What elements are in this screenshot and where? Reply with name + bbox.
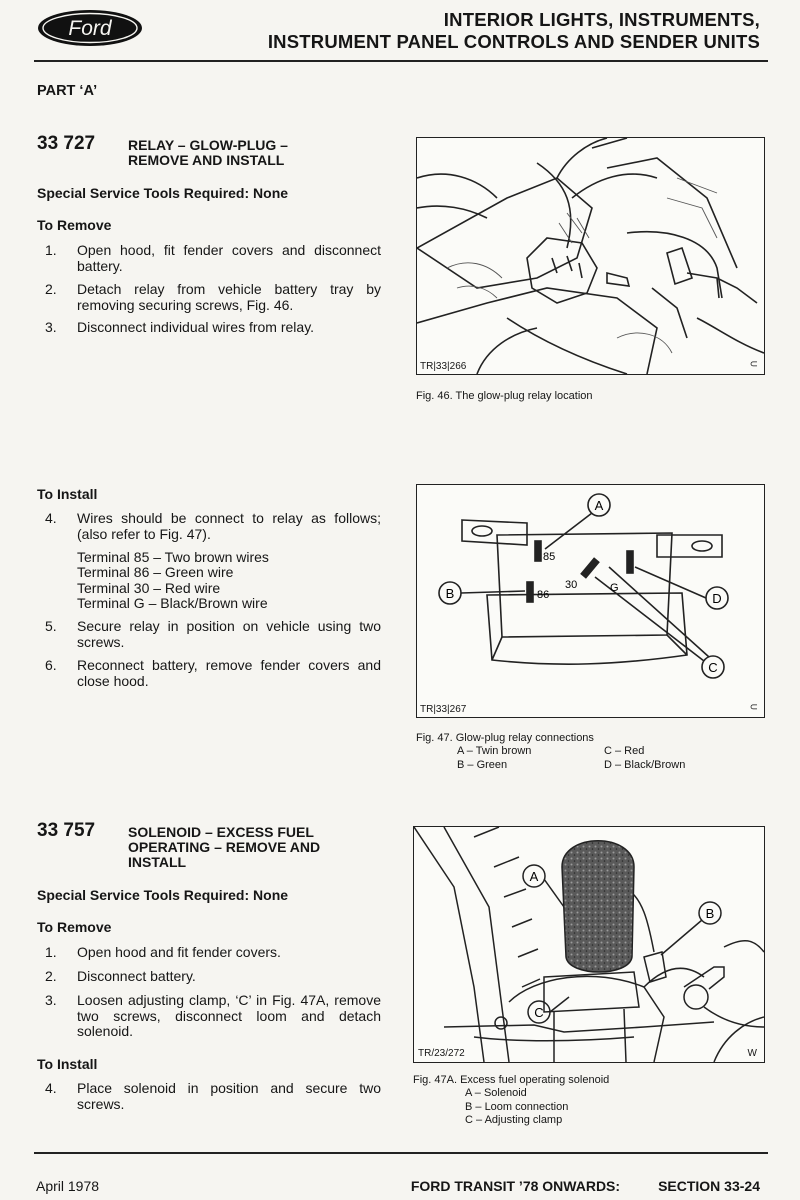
figure-key: C – Red D – Black/Brown [604,745,686,771]
page-header-title: INTERIOR LIGHTS, INSTRUMENTS, INSTRUMENT PANEL CONTROLS AND SENDER UNITS [267,9,760,52]
list-item: 4. Place solenoid in position and secure two screws. [45,1080,381,1112]
svg-text:B: B [705,906,715,921]
ford-logo [36,8,144,48]
part-label: PART ‘A’ [37,83,98,99]
figure-tag: TR/23/272 [418,1048,465,1059]
list-item: 6. Reconnect battery, remove fender covers and close hood. [45,657,381,689]
list-item: 3. Loosen adjusting clamp, ‘C’ in Fig. 47A, remove two screws, disconnect loom and detach solenoid. [45,992,381,1039]
footer-section: FORD TRANSIT ’78 ONWARDS: SECTION 33-24 [410,1178,760,1194]
svg-text:A: A [594,498,604,513]
figure-tag: TR|33|266 [420,361,467,372]
install-heading: To Install [37,1056,98,1072]
remove-heading: To Remove [37,217,112,233]
figure-47a [413,826,765,1063]
section-number: 33 727 [37,133,96,154]
terminal-item: Terminal G – Black/Brown wire [77,594,268,611]
terminal-item: Terminal 86 – Green wire [77,564,234,581]
terminal-list [77,550,269,611]
list-item: 2. Detach relay from vehicle battery tray by removing securing screws, Fig. 46. [45,281,381,313]
figure-47 [416,484,765,718]
svg-text:85: 85 [543,551,556,563]
figure-46 [416,137,765,375]
svg-text:C: C [708,660,718,675]
section-title: SOLENOID – EXCESS FUEL OPERATING – REMOVE AND INSTALL [128,824,321,870]
terminal-item: Terminal 85 – Two brown wires [77,549,269,565]
solenoid-body [562,841,634,972]
svg-text:G: G [610,582,619,594]
svg-text:A: A [529,869,539,884]
list-item: 5. Secure relay in position on vehicle using two screws. [45,618,381,650]
figure-corner-mark: ⊂ [749,359,758,370]
svg-text:86: 86 [537,589,550,601]
figure-corner-mark: W [747,1048,757,1059]
list-item: 1. Open hood and fit fender covers. [45,944,281,960]
glow-plug-relay-connections-diagram [417,485,764,717]
excess-fuel-solenoid-illustration [414,827,764,1062]
list-item: 4. Wires should be connect to relay as follows; (also refer to Fig. 47). [45,510,381,542]
figure-tag: TR|33|267 [420,704,467,715]
svg-text:30: 30 [565,579,578,591]
figure-key: A – Twin brown B – Green [457,745,532,771]
svg-text:D: D [712,591,722,606]
special-tools: Special Service Tools Required: None [37,185,289,201]
header-rule [34,60,768,62]
terminal-item: Terminal 30 – Red wire [77,579,221,596]
remove-heading: To Remove [37,919,112,935]
list-item: 1. Open hood, fit fender covers and disconnect battery. [45,242,381,274]
special-tools: Special Service Tools Required: None [37,887,289,903]
figure-caption: Fig. 47A. Excess fuel operating solenoid [413,1074,610,1086]
figure-corner-mark: ⊂ [749,702,758,713]
svg-text:Ford: Ford [68,17,112,40]
svg-text:C: C [534,1005,544,1020]
glow-plug-relay-location-illustration [417,138,764,374]
footer-rule [34,1152,768,1154]
section-title: RELAY – GLOW-PLUG – REMOVE AND INSTALL [128,137,288,168]
list-item: 2. Disconnect battery. [45,968,196,984]
figure-caption: Fig. 47. Glow-plug relay connections [416,732,594,744]
list-item: 3. Disconnect individual wires from relay. [45,319,315,335]
svg-text:B: B [445,586,455,601]
footer-date: April 1978 [36,1178,100,1194]
figure-caption: Fig. 46. The glow-plug relay location [416,390,593,402]
install-heading: To Install [37,486,98,502]
figure-key: A – Solenoid B – Loom connection C – Adjusting clamp [465,1087,569,1126]
section-number: 33 757 [37,820,96,841]
